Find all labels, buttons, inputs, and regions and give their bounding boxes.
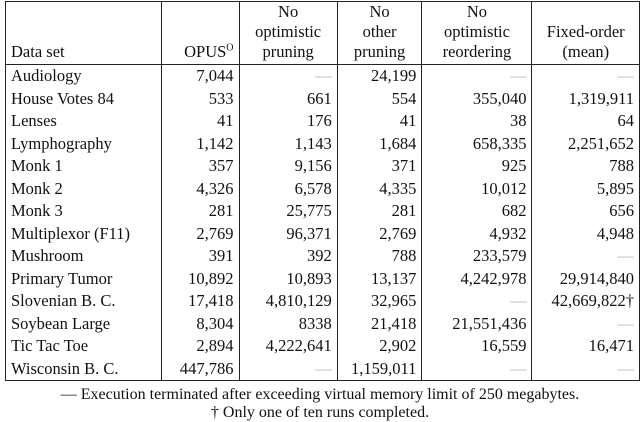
table-row <box>6 335 640 358</box>
cell-value: 371 <box>337 155 422 178</box>
column-header-line: optimistic <box>443 22 510 41</box>
column-header <box>337 2 422 65</box>
column-header-line: optimistic <box>255 22 322 41</box>
cell-value: 233,579 <box>422 245 532 268</box>
column-header-line: reordering <box>442 42 512 61</box>
cell-value: 25,775 <box>239 200 337 223</box>
table-row <box>6 178 640 201</box>
cell-value: 4,242,978 <box>422 268 532 291</box>
cell-value: 4,948 <box>532 223 640 246</box>
cell-value: 533 <box>162 88 240 111</box>
cell-value: — <box>239 65 337 88</box>
cell-value: 357 <box>162 155 240 178</box>
cell-value: 788 <box>337 245 422 268</box>
cell-value: 4,222,641 <box>239 335 337 358</box>
cell-value: 656 <box>532 200 640 223</box>
cell-value: 2,769 <box>162 223 240 246</box>
cell-value: 24,199 <box>337 65 422 88</box>
cell-value: 281 <box>337 200 422 223</box>
column-header-line: pruning <box>262 42 314 61</box>
dataset-name: Audiology <box>11 66 82 85</box>
cell-value: 38 <box>422 110 532 133</box>
superscript: O <box>226 42 234 54</box>
cell-value: — <box>532 313 640 336</box>
cell-value: 4,335 <box>337 178 422 201</box>
cell-value: 4,810,129 <box>239 290 337 313</box>
cell-value: 447,786 <box>162 358 240 381</box>
column-header-line: other <box>362 22 397 41</box>
cell-value: 391 <box>162 245 240 268</box>
cell-value: 2,251,652 <box>532 133 640 156</box>
cell-value: 29,914,840 <box>532 268 640 291</box>
cell-value: 7,044 <box>162 65 240 88</box>
dataset-name: Primary Tumor <box>11 268 113 288</box>
cell-value: — <box>422 65 532 88</box>
cell-value: 6,578 <box>239 178 337 201</box>
table-row <box>6 155 640 178</box>
column-header-line: No <box>466 2 488 21</box>
table-row <box>6 223 640 246</box>
table-row <box>6 65 640 88</box>
cell-value: 1,319,911 <box>532 88 640 111</box>
cell-value: — <box>422 290 532 313</box>
cell-value: 21,418 <box>337 313 422 336</box>
table-row <box>6 88 640 111</box>
footnote-dagger: † Only one of ten runs completed. <box>210 404 430 421</box>
dataset-name: Monk 2 <box>11 178 63 198</box>
column-header-line: Data set <box>11 42 65 61</box>
dataset-name: Mushroom <box>11 246 84 265</box>
column-header-line: pruning <box>353 42 406 61</box>
column-header-line: No <box>369 2 390 21</box>
column-header-line: No <box>278 2 299 21</box>
table-row <box>6 268 640 291</box>
dataset-name: Lymphography <box>11 133 112 153</box>
cell-value: 176 <box>239 110 337 133</box>
results-table <box>5 1 640 381</box>
dataset-name: Monk 3 <box>11 201 63 220</box>
footnote-dash: — Execution terminated after exceeding virtual memory limit of 250 megabytes. <box>60 386 580 403</box>
cell-value: 788 <box>532 155 640 178</box>
cell-value: 661 <box>239 88 337 111</box>
dataset-name: Slovenian B. C. <box>11 291 116 310</box>
cell-value: 8338 <box>239 313 337 336</box>
cell-value: — <box>532 65 640 88</box>
cell-value: — <box>532 358 640 381</box>
cell-value: 8,304 <box>162 313 240 336</box>
cell-value: 554 <box>337 88 422 111</box>
table-row <box>6 313 640 336</box>
cell-value: 392 <box>239 245 337 268</box>
cell-value: 9,156 <box>239 155 337 178</box>
cell-value: 355,040 <box>422 88 532 111</box>
cell-value: 925 <box>422 155 532 178</box>
cell-value: 1,142 <box>162 133 240 156</box>
dataset-name: Tic Tac Toe <box>11 336 89 355</box>
dataset-name: Monk 1 <box>11 156 63 175</box>
column-header-line: OPUS <box>184 42 227 61</box>
column-header <box>532 2 640 65</box>
column-header <box>6 2 162 65</box>
table-row <box>6 290 640 313</box>
dataset-name: Wisconsin B. C. <box>11 358 119 378</box>
cell-value: 10,893 <box>239 268 337 291</box>
cell-value: 1,159,011 <box>337 358 422 381</box>
cell-value: 682 <box>422 200 532 223</box>
dataset-name: Soybean Large <box>11 313 111 333</box>
cell-value: 64 <box>532 110 640 133</box>
cell-value: 1,684 <box>337 133 422 156</box>
cell-value: 2,902 <box>337 335 422 358</box>
cell-value: 2,769 <box>337 223 422 246</box>
table-row <box>6 200 640 223</box>
cell-value: 32,965 <box>337 290 422 313</box>
table-row <box>6 133 640 156</box>
cell-value: 16,559 <box>422 335 532 358</box>
cell-value: 41 <box>162 110 240 133</box>
cell-value: 13,137 <box>337 268 422 291</box>
dataset-name: Lenses <box>11 111 57 130</box>
cell-value: 10,012 <box>422 178 532 201</box>
cell-value: — <box>239 358 337 381</box>
cell-value: 96,371 <box>239 223 337 246</box>
cell-value: 658,335 <box>422 133 532 156</box>
cell-value: 16,471 <box>532 335 640 358</box>
cell-value: 2,894 <box>162 335 240 358</box>
cell-value: 1,143 <box>239 133 337 156</box>
cell-value: 17,418 <box>162 290 240 313</box>
column-header <box>162 2 240 65</box>
cell-value: 5,895 <box>532 178 640 201</box>
cell-value: 10,892 <box>162 268 240 291</box>
cell-value: 42,669,822† <box>532 290 640 313</box>
cell-value: 41 <box>337 110 422 133</box>
cell-value: 4,326 <box>162 178 240 201</box>
cell-value: 4,932 <box>422 223 532 246</box>
cell-value: — <box>532 245 640 268</box>
table-row <box>6 245 640 268</box>
cell-value: 21,551,436 <box>422 313 532 336</box>
dataset-name: House Votes 84 <box>11 88 114 108</box>
dataset-name: Multiplexor (F11) <box>11 223 131 243</box>
cell-value: 281 <box>162 200 240 223</box>
header-row <box>6 2 640 65</box>
column-header <box>239 2 337 65</box>
column-header-line: Fixed-order <box>546 22 625 41</box>
cell-value: — <box>422 358 532 381</box>
column-header <box>422 2 532 65</box>
table-row <box>6 358 640 381</box>
table-row <box>6 110 640 133</box>
column-header-line: (mean) <box>562 42 610 61</box>
